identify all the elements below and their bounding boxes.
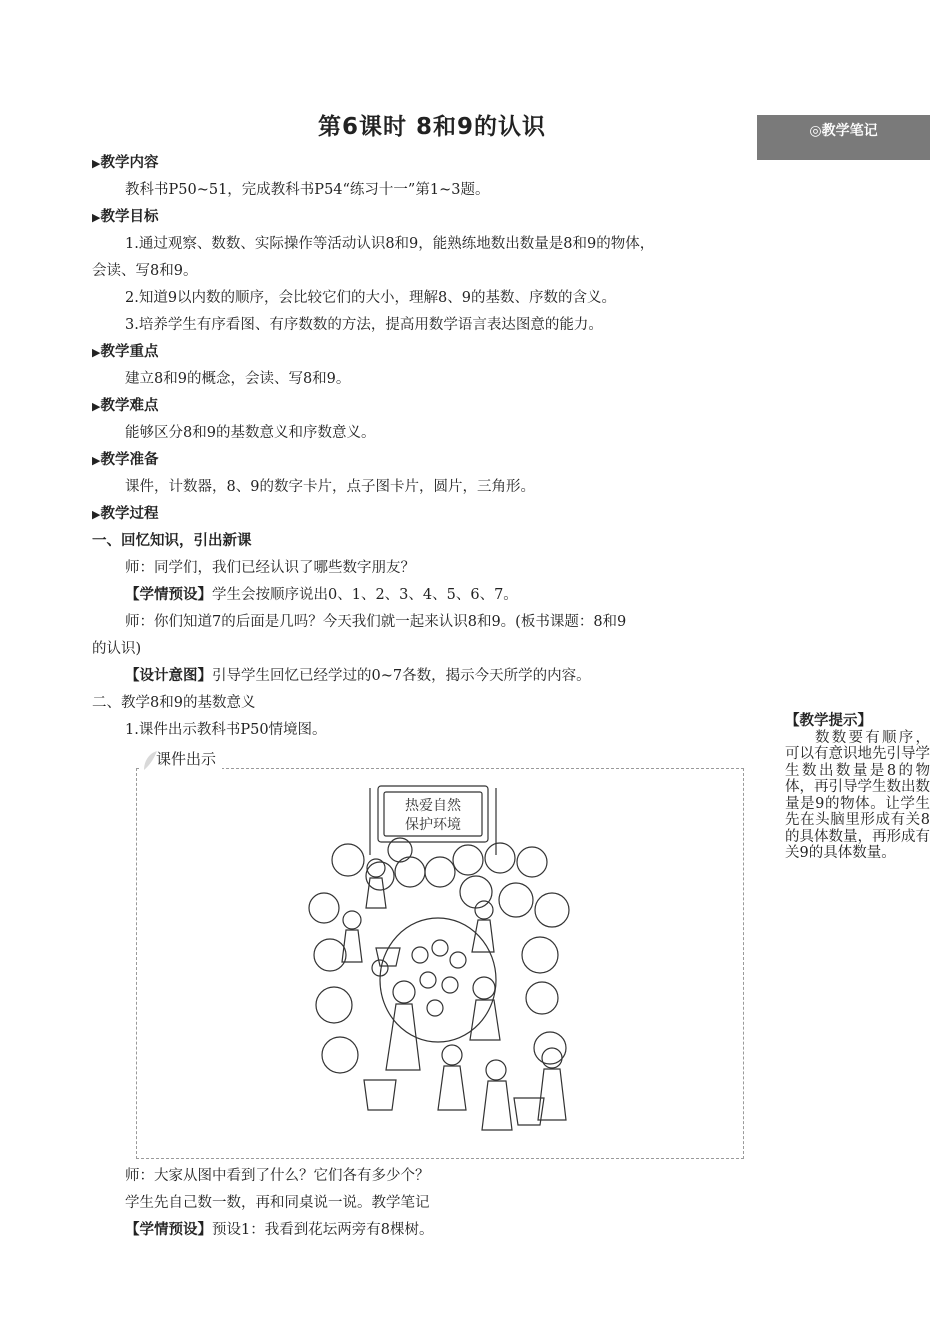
sign-text-line2: 保护环境 <box>405 817 461 833</box>
key-text: 建立8和9的概念，会读、写8和9。 <box>125 371 351 387</box>
goal-item: 3.培养学生有序看图、有序数数的方法，提高用数学语言表达图意的能力。 <box>125 317 603 333</box>
flower-bed <box>380 918 496 1042</box>
student-preset: 【学情预设】学生会按顺序说出0、1、2、3、4、5、6、7。 <box>125 587 518 603</box>
teaching-notes-tab: ◎教学笔记 <box>757 115 930 160</box>
teacher-question-cont: 的认识) <box>92 641 142 657</box>
goal-item: 会读、写8和9。 <box>92 263 198 279</box>
goal-item: 2.知道9以内数的顺序，会比较它们的大小，理解8、9的基数、序数的含义。 <box>125 290 617 306</box>
scene-illustration <box>300 780 590 1150</box>
triangle-bullet-icon: ▶ <box>92 157 101 170</box>
triangle-bullet-icon: ▶ <box>92 508 101 521</box>
section-heading-prep: ▶教学准备 <box>92 452 159 468</box>
lesson-content-continued <box>92 1163 742 1244</box>
section-heading-difficulty: ▶教学难点 <box>92 398 159 414</box>
courseware-label: 课件出示 <box>140 748 222 769</box>
part2-step: 1.课件出示教科书P50情境图。 <box>125 722 327 738</box>
difficulty-text: 能够区分8和9的基数意义和序数意义。 <box>125 425 376 441</box>
teaching-tip-body: 数数要有顺序，可以有意识地先引导学生数出数量是8的物体，再引导学生数出数量是9的物体。让学生先在头脑里形成有关8的具体数量，再形成有关9的具体数量。 <box>785 729 930 861</box>
triangle-bullet-icon: ▶ <box>92 454 101 467</box>
teacher-question: 师：同学们，我们已经认识了哪些数字朋友？ <box>125 560 415 576</box>
triangle-bullet-icon: ▶ <box>92 400 101 413</box>
design-intent: 【设计意图】引导学生回忆已经学过的0~7各数，揭示今天所学的内容。 <box>125 668 591 684</box>
content-text: 教科书P50~51，完成教科书P54“练习十一”第1~3题。 <box>125 182 490 198</box>
lesson-content <box>92 150 742 744</box>
section-heading-goals: ▶教学目标 <box>92 209 159 225</box>
part1-heading: 一、回忆知识，引出新课 <box>92 533 252 549</box>
goal-item: 1.通过观察、数数、实际操作等活动认识8和9，能熟练地数出数量是8和9的物体， <box>125 236 655 252</box>
triangle-bullet-icon: ▶ <box>92 346 101 359</box>
part2-heading: 二、教学8和9的基数意义 <box>92 695 256 711</box>
section-heading-content: ▶教学内容 <box>92 155 159 171</box>
triangle-bullet-icon: ▶ <box>92 211 101 224</box>
student-activity: 学生先自己数一数，再和同桌说一说。教学笔记 <box>125 1195 430 1211</box>
student-preset: 【学情预设】预设1：我看到花坛两旁有8棵树。 <box>125 1222 434 1238</box>
prep-text: 课件，计数器，8、9的数字卡片，点子图卡片，圆片，三角形。 <box>125 479 535 495</box>
section-heading-key: ▶教学重点 <box>92 344 159 360</box>
page-title: 第6课时 8和9的认识 <box>317 114 547 140</box>
section-heading-process: ▶教学过程 <box>92 506 159 522</box>
teacher-question: 师：大家从图中看到了什么？它们各有多少个？ <box>125 1168 430 1184</box>
leaf-deco-icon <box>142 750 158 772</box>
sign-text-line1: 热爱自然 <box>405 798 461 814</box>
teacher-question: 师：你们知道7的后面是几吗？今天我们就一起来认识8和9。(板书课题：8和9 <box>125 614 627 630</box>
teaching-tip-title: 【教学提示】 <box>785 713 872 729</box>
teaching-tip <box>785 713 930 862</box>
